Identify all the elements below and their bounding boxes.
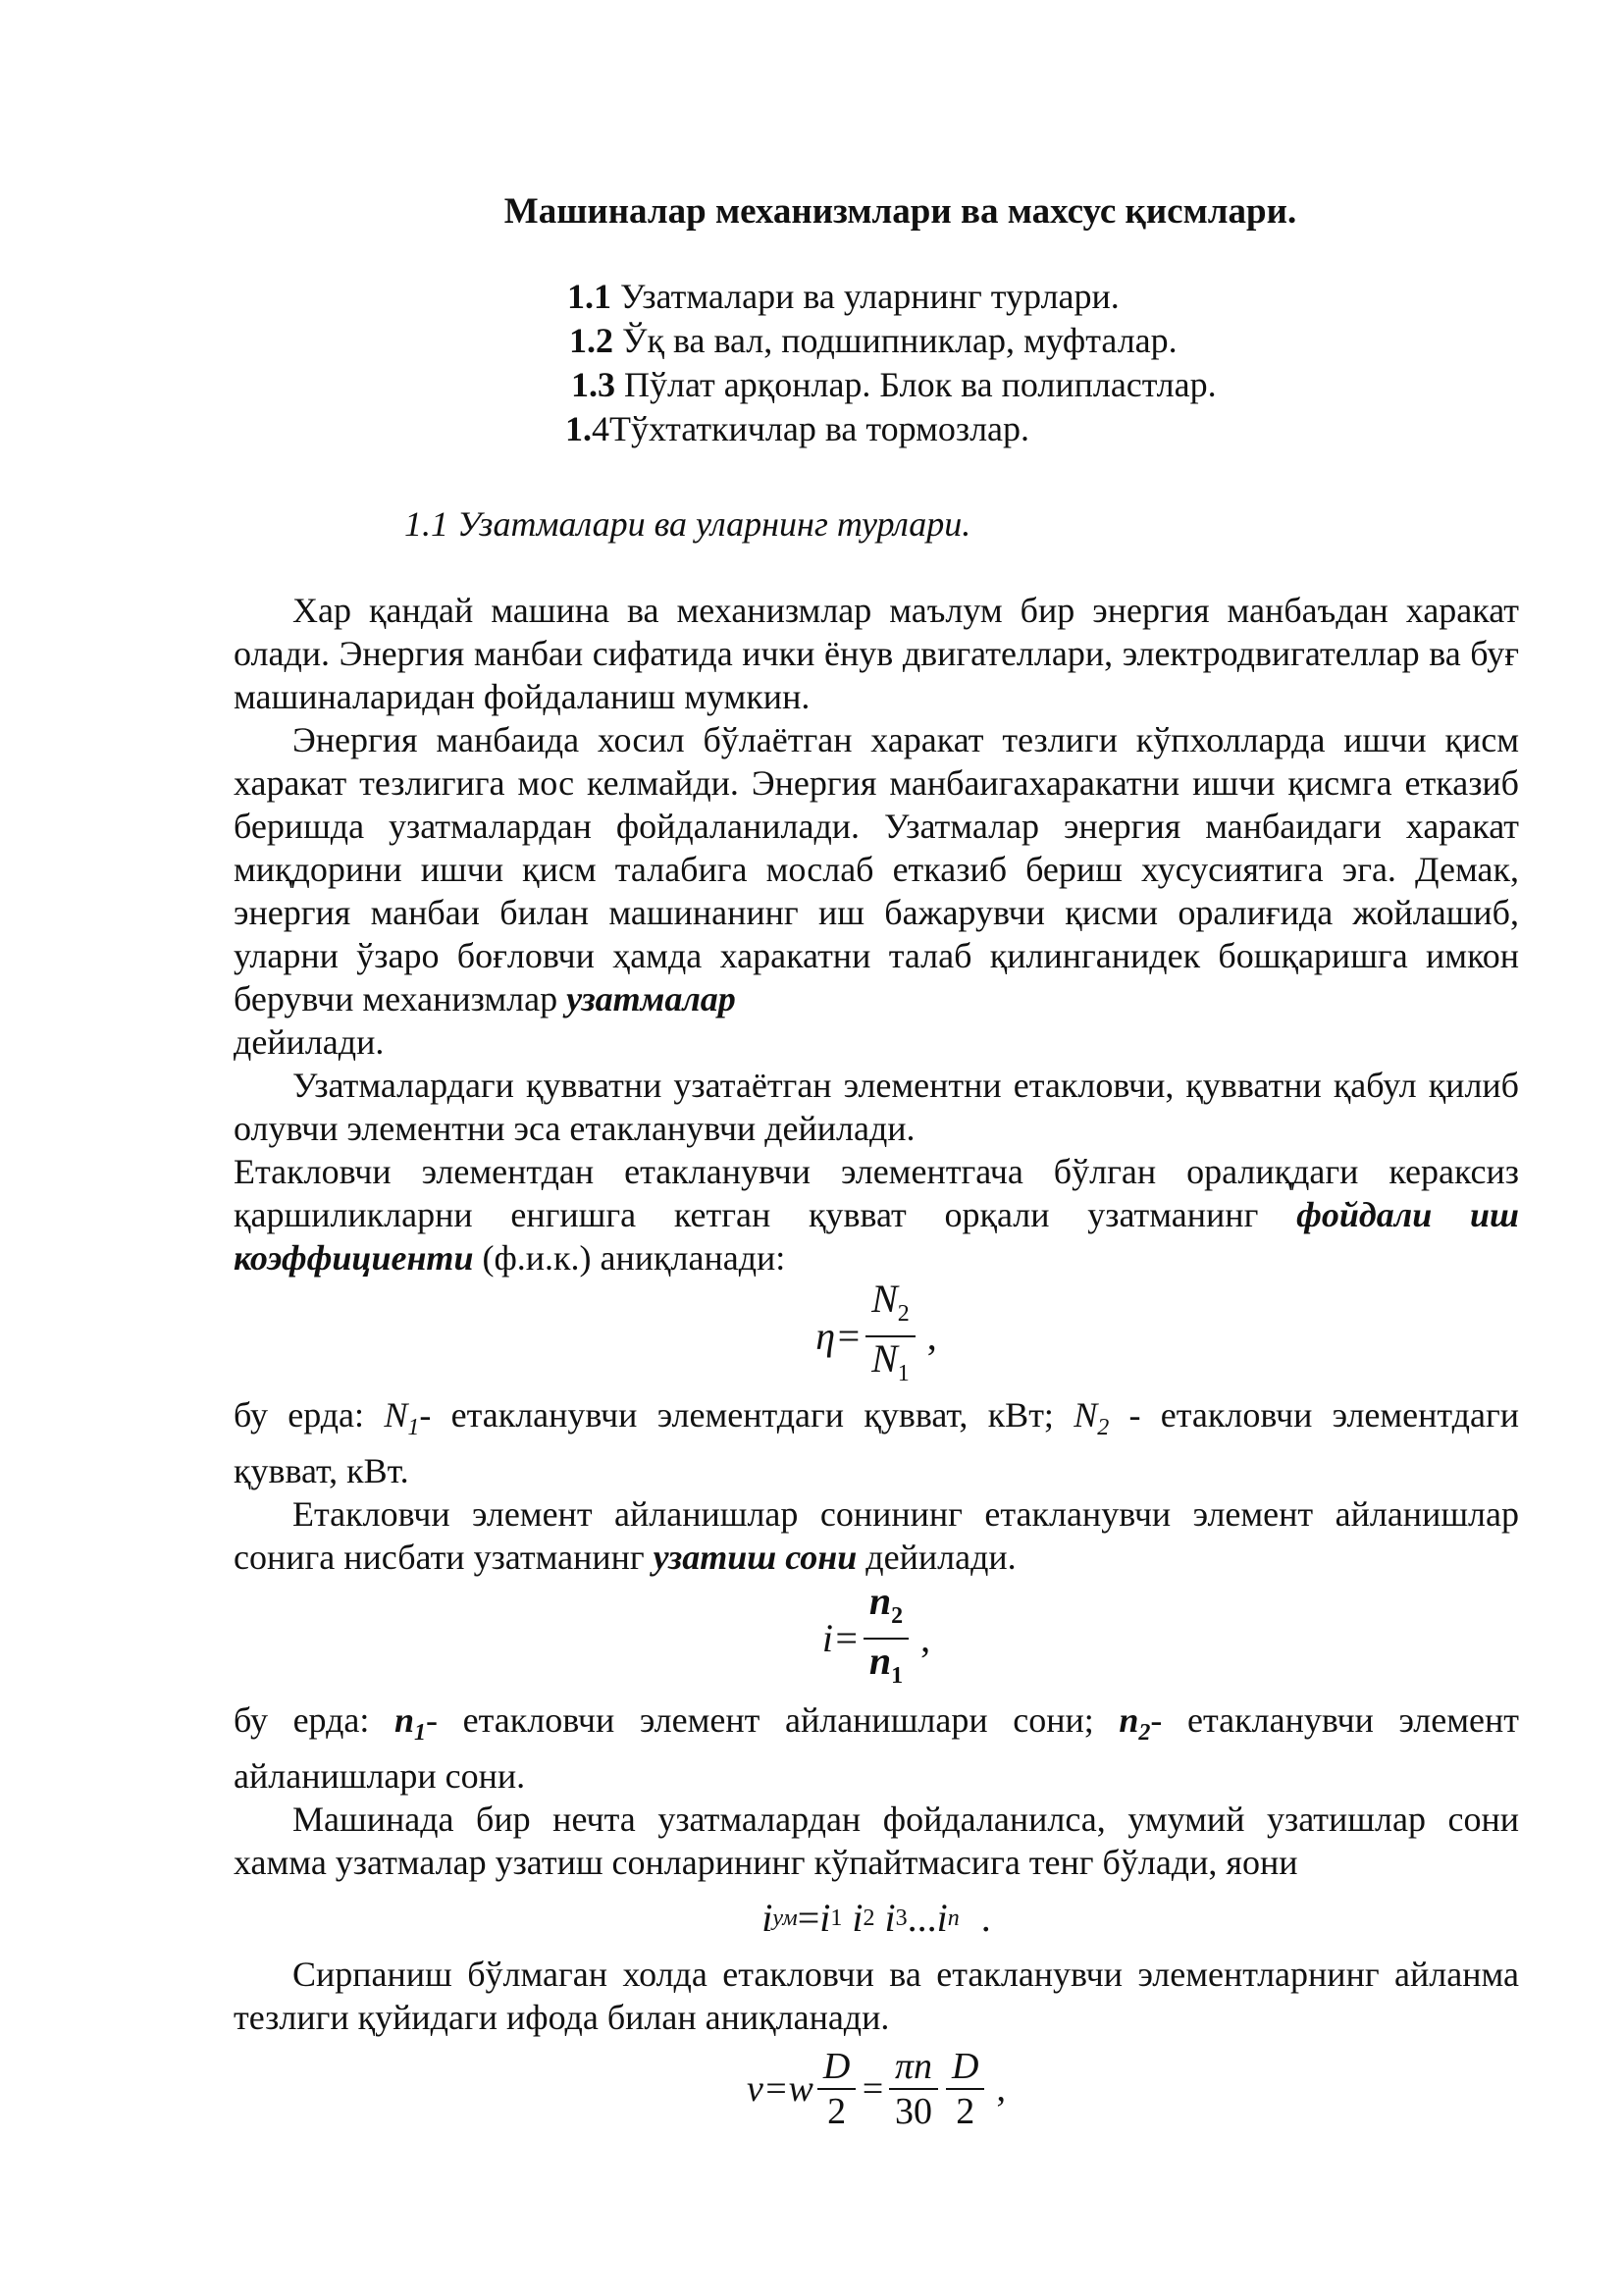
term-highlight: узатмалар <box>566 979 736 1018</box>
toc-number: 1.1 <box>567 277 611 316</box>
paragraph: Сирпаниш бўлмаган холда етакловчи ва етакланувчи элементларнинг айланма тезлиги қуйидаги ифода билан аниқланади. <box>234 1955 1519 2038</box>
page-title: Машиналар механизмлари ва махсус қисмлари. <box>503 191 1297 232</box>
symbol: N <box>1074 1395 1098 1435</box>
formula-velocity <box>234 2045 1519 2133</box>
subscript: 2 <box>1097 1415 1110 1441</box>
paragraph-text: дейилади. <box>234 1022 385 1062</box>
toc-text: Пўлат арқонлар. Блок ва полипластлар. <box>615 365 1217 404</box>
fraction-numerator: D <box>946 2045 984 2090</box>
paragraph-text: - етакланувчи элементдаги қувват, кВт; <box>419 1395 1074 1435</box>
toc-number: 1. <box>565 409 592 448</box>
subscript: 1 <box>407 1415 420 1441</box>
subscript: 2 <box>897 1301 910 1327</box>
paragraph: Хар қандай машина ва механизмлар маълум бир энергия манбаъдан харакат олади. Энергия манбаи сифатида ички ёнув двигателлари, электродвигателлар ва буғ машиналаридан фойдаланиш мумкин. <box>234 591 1519 716</box>
symbol: N <box>871 1277 898 1321</box>
fraction-denominator: 2 <box>827 2091 847 2133</box>
subscript: 1 <box>414 1720 427 1747</box>
fraction <box>946 2045 984 2133</box>
symbol: n <box>868 1639 892 1684</box>
paragraph <box>234 1698 1519 1798</box>
symbol: N <box>384 1395 408 1435</box>
formula-lhs: i= <box>821 1616 860 1661</box>
paragraph-text: Энергия манбаида хосил бўлаётган харакат тезлиги кўпхолларда ишчи қисм харакат тезлигига мос келмайди. Энергия манбаигахаракатни ишчи қисмга етказиб беришда узатмалардан фойдаланилади. Узатмалар энергия манбаидаги харакат миқдорини ишчи қисм талабига мослаб етказиб бериш хусусиятига эга. Демак, энергия манбаи билан машинанинг иш бажарувчи қисми оралиғида жойлашиб, уларни ўзаро боғловчи ҳамда харакатни талаб қилинганидек бошқаришга имкон берувчи механизмлар <box>234 720 1519 1018</box>
symbol: i <box>761 1896 773 1941</box>
equals-sign: = <box>797 1896 820 1941</box>
subscript: 1 <box>897 1361 910 1386</box>
paragraph-text: дейилади. <box>857 1538 1017 1578</box>
paragraph <box>234 1492 1519 1579</box>
subscript: ум <box>772 1905 798 1932</box>
formula-gear-ratio <box>234 1579 1519 1693</box>
paragraph-text: Етакловчи элемент айланишлар сонининг етакланувчи элемент айланишлар сонига нисбати узатманинг <box>234 1494 1519 1578</box>
formula-punctuation: , <box>920 1616 931 1661</box>
fraction-denominator <box>865 1337 916 1395</box>
subscript: 2 <box>1138 1720 1151 1747</box>
symbol: i <box>819 1896 831 1941</box>
fraction-denominator <box>864 1640 909 1697</box>
paragraph: Машинада бир нечта узатмалардан фойдаланилса, умумий узатишлар сони хамма узатмалар узатиш сонларининг кўпайтмасига тенг бўлади, яони <box>234 1800 1519 1883</box>
table-of-contents <box>567 275 1217 451</box>
formula-efficiency <box>234 1277 1519 1387</box>
fraction-numerator <box>864 1580 909 1640</box>
symbol: i <box>884 1896 896 1941</box>
subscript: 1 <box>891 1663 904 1690</box>
term-highlight: фойдали иш коэффициенти <box>234 1195 1519 1278</box>
paragraph-text: Етакловчи элементдан етакланувчи элементгача бўлган оралиқдаги кераксиз қаршиликларни енгишга кетган қувват орқали узатманинг <box>234 1152 1519 1234</box>
paragraph <box>234 718 1519 1064</box>
fraction-numerator <box>865 1278 916 1337</box>
fraction-denominator: 2 <box>956 2091 975 2133</box>
fraction <box>817 2045 856 2133</box>
subscript: 2 <box>863 1905 875 1932</box>
subscript: 2 <box>891 1603 904 1630</box>
symbol: i <box>852 1896 864 1941</box>
symbol: i <box>936 1896 948 1941</box>
paragraph <box>234 1150 1519 1279</box>
formula-punctuation: , <box>996 2068 1006 2111</box>
paragraph <box>234 1393 1519 1492</box>
toc-text: 4Тўхтаткичлар ва тормозлар. <box>592 409 1030 448</box>
formula-total-ratio <box>234 1890 1519 1947</box>
fraction <box>864 1580 909 1697</box>
formula-lhs: v=w <box>747 2068 813 2111</box>
paragraph: Узатмалардаги қувватни узатаётган элементни етакловчи, қувватни қабул қилиб олувчи элементни эса етакланувчи дейилади. <box>234 1066 1519 1148</box>
fraction <box>889 2045 938 2133</box>
paragraph-text: (ф.и.к.) аниқланади: <box>473 1238 786 1278</box>
toc-text: Узатмалари ва уларнинг турлари. <box>611 277 1120 316</box>
document-body <box>234 589 1519 2139</box>
fraction-denominator: 30 <box>895 2091 932 2133</box>
paragraph-text: бу ерда: <box>234 1395 385 1435</box>
toc-number: 1.2 <box>569 321 613 360</box>
equals-sign: = <box>860 2068 885 2111</box>
subscript: 1 <box>830 1905 843 1932</box>
fraction-numerator: πn <box>889 2045 938 2090</box>
toc-item <box>565 407 1217 451</box>
toc-item <box>567 275 1217 319</box>
subscript: 3 <box>895 1905 908 1932</box>
term-highlight: узатиш сони <box>653 1538 858 1578</box>
subscript: n <box>947 1905 960 1932</box>
toc-text: Ўқ ва вал, подшипниклар, муфталар. <box>613 321 1178 360</box>
section-heading: 1.1 Узатмалари ва уларнинг турлари. <box>404 504 971 544</box>
paragraph-text: - етакланувчи элемент айланишлари сони. <box>234 1700 1519 1797</box>
formula-lhs: η= <box>815 1314 863 1358</box>
toc-item <box>567 319 1217 363</box>
fraction-numerator: D <box>817 2045 856 2090</box>
fraction <box>865 1278 916 1395</box>
toc-item <box>567 363 1217 407</box>
formula-punctuation: , <box>926 1314 937 1358</box>
toc-number: 1.3 <box>571 365 615 404</box>
formula-punctuation: . <box>980 1896 991 1941</box>
symbol: n <box>1119 1700 1139 1741</box>
paragraph-text: бу ерда: <box>234 1700 394 1741</box>
symbol: n <box>868 1579 892 1624</box>
symbol: n <box>394 1700 415 1741</box>
ellipsis: ... <box>907 1896 937 1941</box>
symbol: N <box>871 1336 898 1381</box>
paragraph-text: - етакловчи элементдаги қувват, кВт. <box>234 1395 1519 1491</box>
paragraph-text: - етакловчи элемент айланишлари сони; <box>426 1700 1120 1741</box>
